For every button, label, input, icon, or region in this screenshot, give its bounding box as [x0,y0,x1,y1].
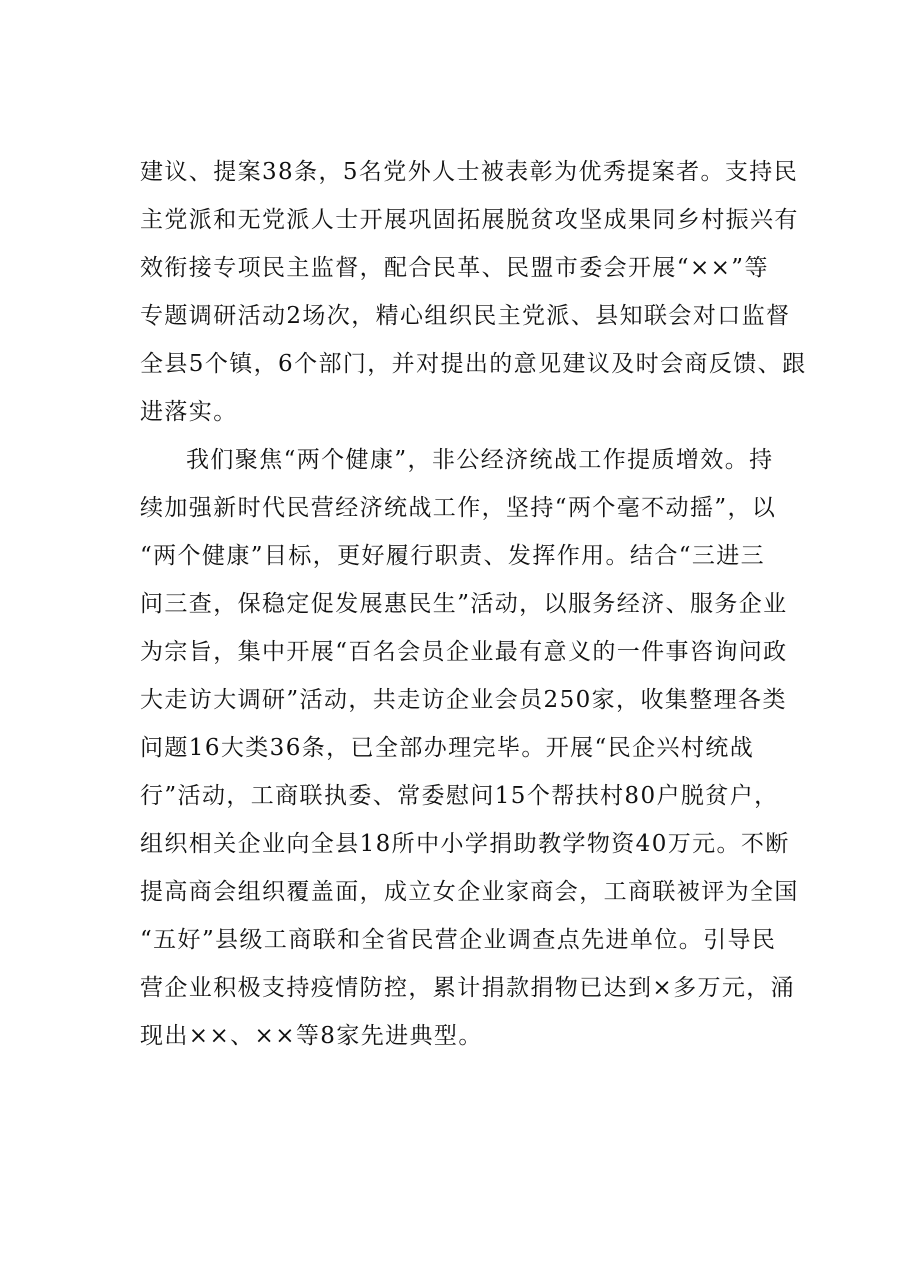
paragraph-line: 提高商会组织覆盖面，成立女企业家商会，工商联被评为全国 [140,879,799,905]
paragraph-line: 效衔接专项民主监督，配合民革、民盟市委会开展“××”等 [140,255,769,281]
paragraph-line: 大走访大调研”活动，共走访企业会员250家，收集整理各类 [140,687,787,713]
document-body [140,148,807,1060]
paragraph-line: 进落实。 [140,399,238,425]
paragraph-line: “五好”县级工商联和全省民营企业调查点先进单位。引导民 [140,927,777,953]
paragraph-line: 问三查，保稳定促发展惠民生”活动，以服务经济、服务企业 [140,591,788,617]
paragraph-2 [140,436,800,1060]
paragraph-line: 为宗旨，集中开展“百名会员企业最有意义的一件事咨询问政 [140,639,788,665]
paragraph-line: 全县5个镇，6个部门，并对提出的意见建议及时会商反馈、跟 [140,351,807,377]
paragraph-line: 我们聚焦“两个健康”，非公经济统战工作提质增效。持 [186,447,774,473]
paragraph-line: 专题调研活动2场次，精心组织民主党派、县知联会对口监督 [140,303,791,329]
paragraph-line: 建议、提案38条，5名党外人士被表彰为优秀提案者。支持民 [140,159,799,185]
paragraph-line: 续加强新时代民营经济统战工作，坚持“两个毫不动摇”，以 [140,495,777,521]
paragraph-line: “两个健康”目标，更好履行职责、发挥作用。结合“三进三 [140,543,766,569]
paragraph-line: 现出××、××等8家先进典型。 [140,1023,483,1049]
paragraph-1 [140,148,807,436]
paragraph-line: 营企业积极支持疫情防控，累计捐款捐物已达到×多万元，涌 [140,975,796,1001]
paragraph-line: 行”活动，工商联执委、常委慰问15个帮扶村80户脱贫户， [140,783,779,809]
paragraph-line: 组织相关企业向全县18所中小学捐助教学物资40万元。不断 [140,831,790,857]
paragraph-line: 主党派和无党派人士开展巩固拓展脱贫攻坚成果同乡村振兴有 [140,207,799,233]
paragraph-line: 问题16大类36条，已全部办理完毕。开展“民企兴村统战 [140,735,755,761]
